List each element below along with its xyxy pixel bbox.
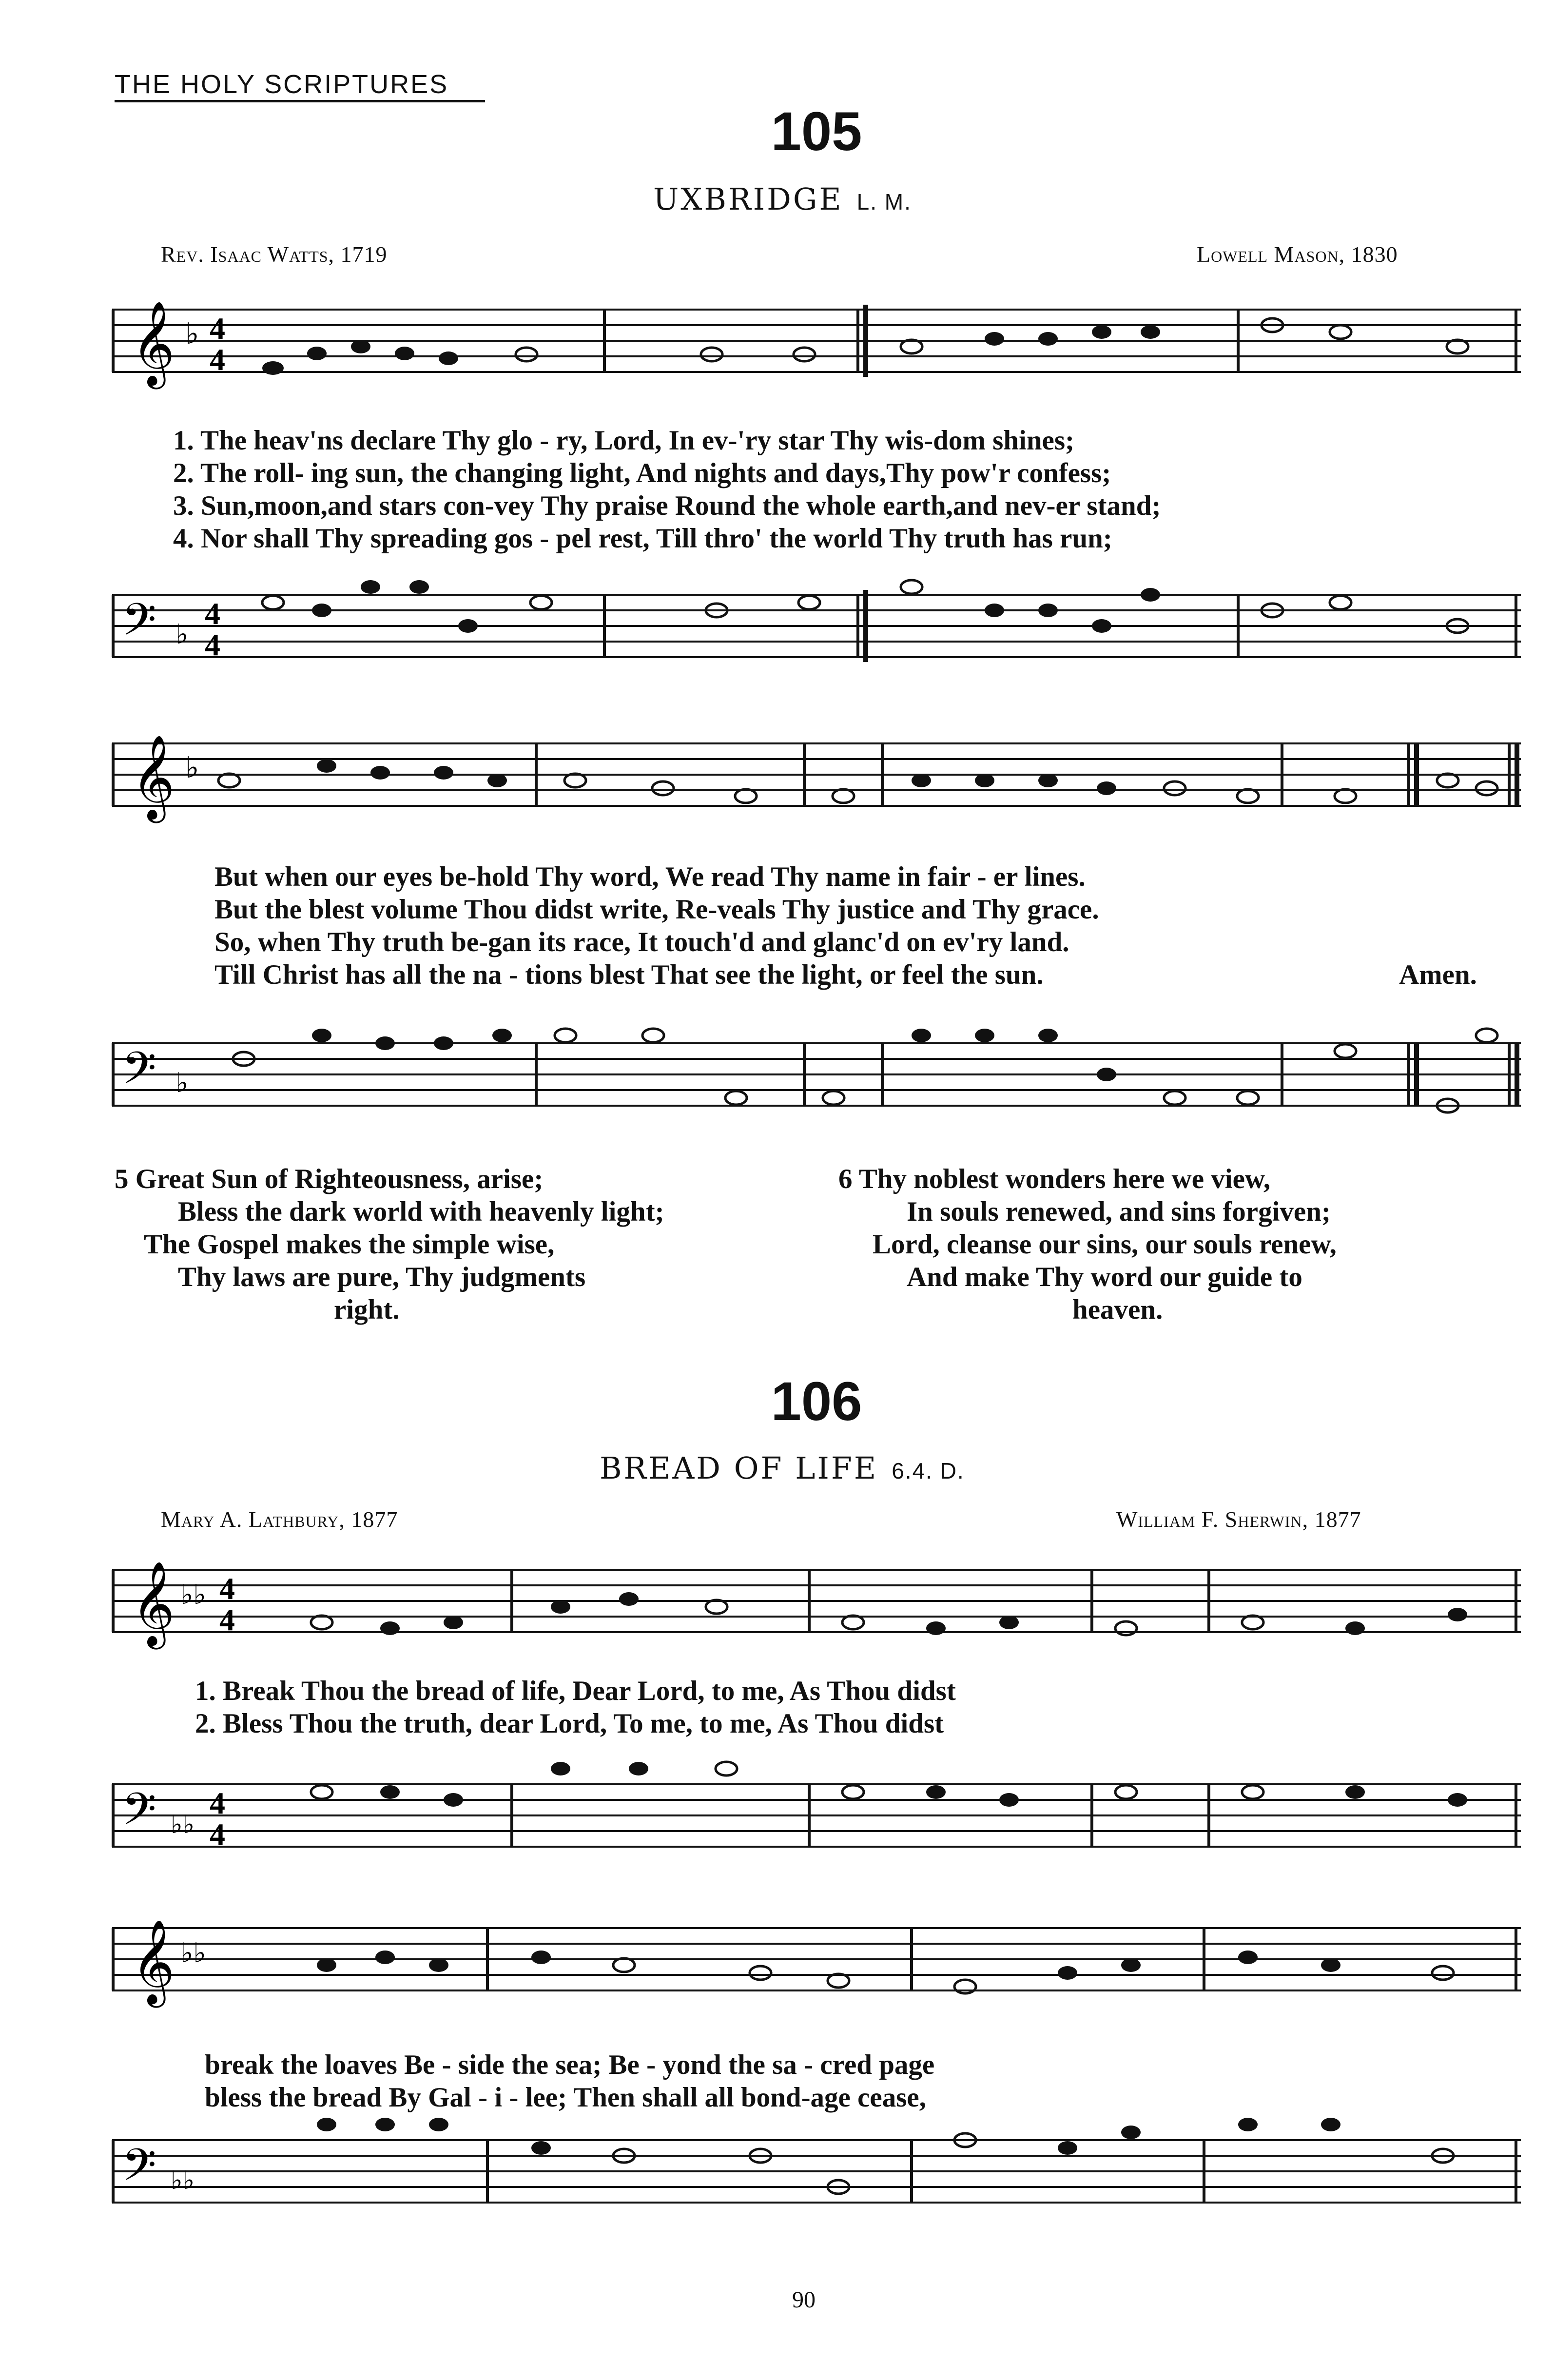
svg-text:4: 4 xyxy=(219,1602,235,1637)
hymn-106-tune-name: BREAD OF LIFE xyxy=(600,1450,878,1486)
lyric-line: 1. The heav'ns declare Thy glo - ry, Lord, In ev-'ry star Thy wis-dom shines; xyxy=(173,425,1074,456)
svg-text:4: 4 xyxy=(205,596,220,631)
lyric-line: 1. Break Thou the bread of life, Dear Lord, to me, As Thou didst xyxy=(195,1676,956,1706)
treble-clef-icon: 𝄞 xyxy=(132,735,175,819)
hymn-106-system-1-lyrics xyxy=(195,1675,956,1740)
lyric-line: But the blest volume Thou didst write, Re-veals Thy justice and Thy grace. xyxy=(214,894,1099,925)
svg-text:4: 4 xyxy=(210,342,225,377)
hymn-105-system-1-lyrics xyxy=(173,424,1161,555)
lyric-line: 2. The roll- ing sun, the changing light, And nights and days,Thy pow'r confess; xyxy=(173,458,1111,488)
hymn-105-number: 105 xyxy=(771,101,862,162)
bass-clef-icon: 𝄢 xyxy=(122,1042,156,1105)
flat-icon: ♭♭ xyxy=(171,1810,195,1839)
stanza-line: And make Thy word our guide to xyxy=(907,1262,1302,1292)
hymn-105-system-2-treble-staff xyxy=(112,734,1521,831)
hymn-105-stanza-5 xyxy=(115,1163,664,1326)
stanza-line: 6 Thy noblest wonders here we view, xyxy=(838,1164,1271,1194)
bass-clef-icon: 𝄢 xyxy=(122,1783,156,1846)
svg-text:4: 4 xyxy=(205,627,220,662)
flat-icon: ♭♭ xyxy=(180,1937,206,1969)
lyric-line: 3. Sun,moon,and stars con-vey Thy praise Round the whole earth,and nev-er stand; xyxy=(173,490,1161,521)
treble-clef-icon: 𝄞 xyxy=(132,301,175,386)
lyric-line: But when our eyes be-hold Thy word, We read Thy name in fair - er lines. xyxy=(214,861,1086,892)
hymn-105-author: Rev. Isaac Watts, 1719 xyxy=(161,242,388,267)
lyric-line: break the loaves Be - side the sea; Be - yond the sa - cred page xyxy=(205,2049,935,2080)
running-head-rule xyxy=(115,100,485,102)
treble-clef-icon: 𝄞 xyxy=(132,1561,175,1646)
svg-text:4: 4 xyxy=(210,1786,225,1820)
hymn-106-system-2-treble-staff xyxy=(112,1918,1521,2016)
lyric-line: So, when Thy truth be-gan its race, It touch'd and glanc'd on ev'ry land. xyxy=(214,927,1069,957)
svg-text:4: 4 xyxy=(210,311,225,346)
stanza-line: Thy laws are pure, Thy judgments xyxy=(178,1262,586,1292)
hymn-106-system-2-bass-staff xyxy=(112,2111,1521,2228)
lyric-line: 2. Bless Thou the truth, dear Lord, To me, to me, As Thou didst xyxy=(195,1708,944,1739)
svg-text:4: 4 xyxy=(210,1817,225,1852)
hymn-106-composer: William F. Sherwin, 1877 xyxy=(1116,1507,1361,1532)
running-head: THE HOLY SCRIPTURES xyxy=(115,70,449,99)
flat-icon: ♭ xyxy=(185,317,199,351)
treble-clef-icon: 𝄞 xyxy=(132,1919,175,2004)
bass-clef-icon: 𝄢 xyxy=(122,2139,156,2202)
hymn-105-system-2-lyrics xyxy=(214,860,1099,991)
hymn-105-system-1-bass-staff xyxy=(112,566,1521,673)
hymn-105-heading xyxy=(653,181,912,217)
flat-icon: ♭ xyxy=(185,751,199,785)
hymn-105-amen: Amen. xyxy=(1399,959,1477,990)
stanza-line: right. xyxy=(334,1294,400,1325)
flat-icon: ♭ xyxy=(175,619,189,650)
hymn-106-system-1-treble-staff xyxy=(112,1560,1521,1658)
hymn-106-heading xyxy=(600,1450,965,1486)
hymn-106-meter: 6.4. D. xyxy=(892,1458,965,1483)
flat-icon: ♭♭ xyxy=(171,2166,195,2195)
stanza-line: 5 Great Sun of Righteousness, arise; xyxy=(115,1164,544,1194)
hymn-105-composer: Lowell Mason, 1830 xyxy=(1197,242,1398,267)
lyric-line: bless the bread By Gal - i - lee; Then shall all bond-age cease, xyxy=(205,2082,926,2113)
hymn-105-stanza-6 xyxy=(838,1163,1337,1326)
hymn-105-system-1-treble-staff xyxy=(112,300,1521,407)
page-number: 90 xyxy=(792,2287,816,2313)
stanza-line: The Gospel makes the simple wise, xyxy=(144,1229,555,1260)
stanza-line: In souls renewed, and sins forgiven; xyxy=(907,1196,1331,1227)
hymn-106-system-1-bass-staff xyxy=(112,1755,1521,1862)
bass-clef-icon: 𝄢 xyxy=(122,594,156,656)
hymn-106-author: Mary A. Lathbury, 1877 xyxy=(161,1507,398,1532)
hymn-105-tune-name: UXBRIDGE xyxy=(653,181,843,217)
hymn-106-number: 106 xyxy=(771,1371,862,1432)
hymn-106-system-2-lyrics xyxy=(205,2048,934,2114)
flat-icon: ♭♭ xyxy=(180,1579,206,1611)
hymn-105-system-2-bass-staff xyxy=(112,1014,1521,1131)
stanza-line: heaven. xyxy=(1072,1294,1163,1325)
hymn-105-meter: L. M. xyxy=(856,189,912,215)
lyric-line: 4. Nor shall Thy spreading gos - pel rest, Till thro' the world Thy truth has run; xyxy=(173,523,1112,554)
stanza-line: Bless the dark world with heavenly light; xyxy=(178,1196,664,1227)
svg-text:4: 4 xyxy=(219,1571,235,1606)
lyric-line: Till Christ has all the na - tions blest That see the light, or feel the sun. xyxy=(214,959,1044,990)
stanza-line: Lord, cleanse our sins, our souls renew, xyxy=(873,1229,1337,1260)
flat-icon: ♭ xyxy=(175,1067,189,1099)
